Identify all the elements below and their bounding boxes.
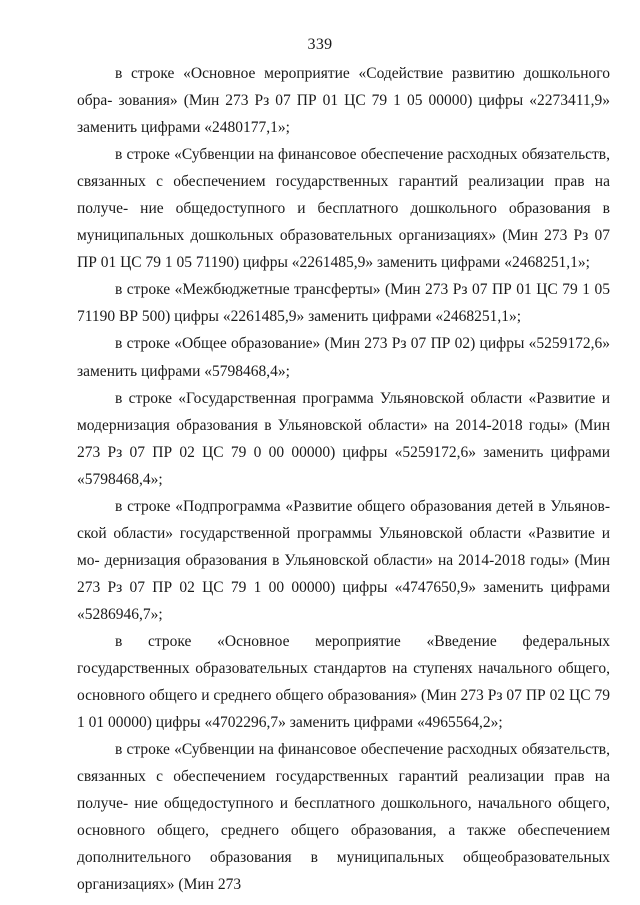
paragraph-general-education: в строке «Общее образование» (Мин 273 Рз 07 ПР 02) цифры «5259172,6» заменить цифрами «5798468,4»; xyxy=(77,335,610,380)
paragraph-state-program: в строке «Государственная программа Ульяновской области «Развитие и модернизация образования в Ульяновской области» на 2014-2018 годы» (Мин 273 Рз 07 ПР 02 ЦС 79 0 00 00000) цифры «5259172,6» заменить цифрами «5798468,4»; xyxy=(77,389,610,488)
paragraph-preschool-subventions: в строке «Субвенции на финансовое обеспечение расходных обязательств, связанных с обеспечением государственных гарантий реализации прав на получе- ние общедоступного и бесплатного дошкольного образования в муниципальных дошкольных образовательных организациях» (Мин 273 Рз 07 ПР 01 ЦС 79 1 05 71190) цифры «2261485,9» заменить цифрами «2468251,1»; xyxy=(77,146,610,272)
paragraph-subprogram: в строке «Подпрограмма «Развитие общего образования детей в Ульянов- ской области» государственной программы Ульяновской области «Развитие и мо- дернизация образования в Ульяновской области» на 2014-2018 годы» (Мин 273 Рз 07 ПР 02 ЦС 79 1 00 00000) цифры «4747650,9» заменить цифрами «5286946,7»; xyxy=(77,497,610,623)
paragraph-general-subventions: в строке «Субвенции на финансовое обеспечение расходных обязательств, связанных с обеспечением государственных гарантий реализации прав на получе- ние общедоступного и бесплатного дошкольного, начального общего, основного общего, среднего общего образования, а также обеспечением дополнительного образования в муниципальных общеобразовательных организациях» (Мин 273 xyxy=(77,741,610,894)
page-number: 339 xyxy=(307,36,333,53)
paragraph-preschool-education-measure: в строке «Основное мероприятие «Содействие развитию дошкольного обра- зования» (Мин 273 Рз 07 ПР 01 ЦС 79 1 05 00000) цифры «2273411,9» заменить цифрами «2480177,1»; xyxy=(77,65,610,137)
paragraph-fgos-measure: в строке «Основное мероприятие «Введение федеральных государственных образовательных стандартов на ступенях начального общего, основного общего и среднего общего образования» (Мин 273 Рз 07 ПР 02 ЦС 79 1 01 00000) цифры «4702296,7» заменить цифрами «4965564,2»; xyxy=(77,632,610,732)
paragraph-interbudget-transfers: в строке «Межбюджетные трансферты» (Мин 273 Рз 07 ПР 01 ЦС 79 1 05 71190 ВР 500) цифры «2261485,9» заменить цифрами «2468251,1»; xyxy=(77,281,610,326)
document-body xyxy=(77,60,610,898)
